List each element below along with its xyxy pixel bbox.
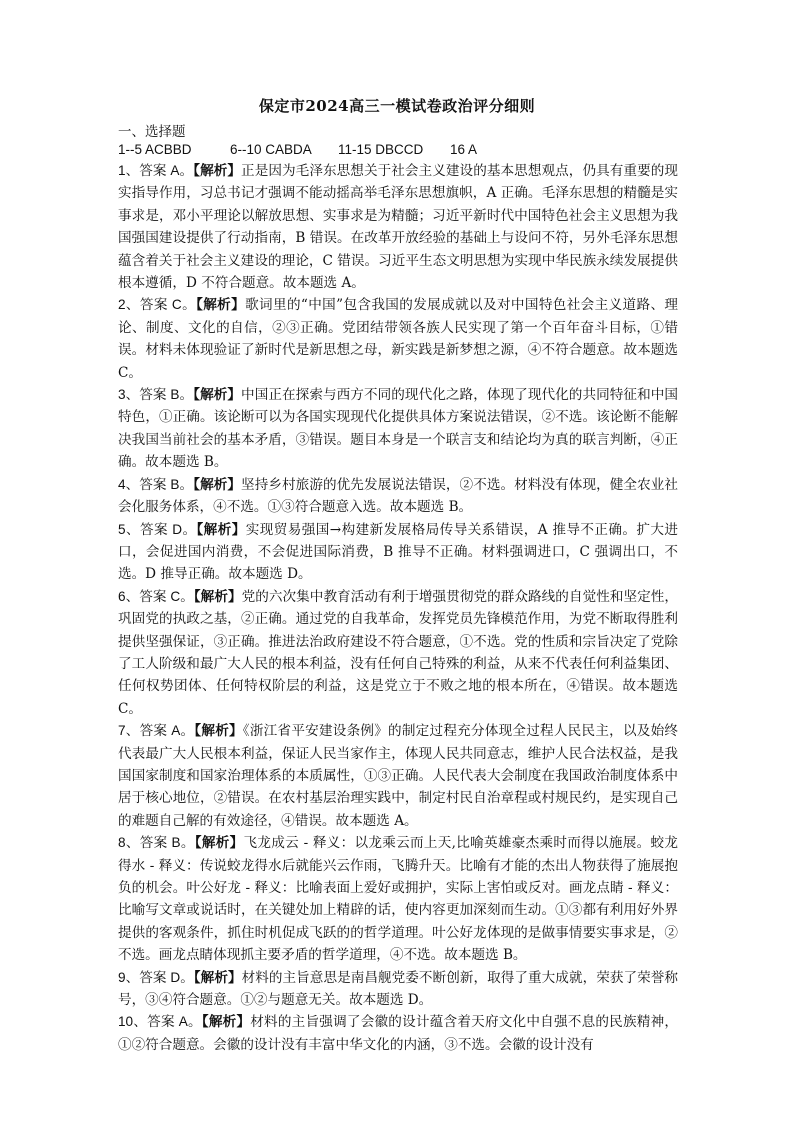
answer-prefix: 1、答案 A。 xyxy=(118,163,194,178)
answer-prefix: 5、答案 D。 xyxy=(118,521,197,537)
analysis-text: 歌词里的“中国”包含我国的发展成就以及对中国特色社会主义道路、理论、制度、文化的自信，②③正确。党团结带领各族人民实现了第一个百年奋斗目标，①错误。材料未体现验证了新时代是新思想之母，新实践是新梦想之源，④不符合题意。故本题选 C。 xyxy=(118,297,679,381)
analysis-label: 【解析】 xyxy=(196,297,246,314)
answer-key-11-15: 11-15 DBCCD xyxy=(338,142,424,157)
explanation-item xyxy=(118,967,678,1012)
explanations xyxy=(118,160,678,1056)
analysis-label: 【解析】 xyxy=(193,476,242,493)
answer-prefix: 10、答案 A。 xyxy=(118,1014,202,1030)
analysis-text: 党的六次集中教育活动有利于增强贯彻党的群众路线的自觉性和坚定性，巩固党的执政之基，②正确。通过党的自我革命，发挥党员先锋模范作用，为党不断取得胜利提供坚强保证，③正确。推进法治政府建设不符合题意，①不选。党的性质和宗旨决定了党除了工人阶级和最广大人民的根本利益，没有任何自己特殊的利益，从来不代表任何利益集团、任何权势团体、任何特权阶层的利益，这是党立于不败之地的根本所在，④错误。故本题选 C。 xyxy=(118,588,679,717)
answer-prefix: 4、答案 B。 xyxy=(118,476,194,492)
analysis-text: 材料的主旨意思是南昌舰党委不断创新，取得了重大成就，荣获了荣誉称号，③④符合题意。①②与题意无关。故本题选 D。 xyxy=(118,969,679,1009)
analysis-label: 【解析】 xyxy=(193,588,242,605)
analysis-text: 实现贸易强国→构建新发展格局传导关系错误，A 推导不正确。扩大进口，会促进国内消费，不会促进国际消费，B 推导不正确。材料强调进口，C 强调出口，不选。D 推导正确。故本题选 D。 xyxy=(118,521,679,583)
analysis-text: 中国正在探索与西方不同的现代化之路，体现了现代化的共同特征和中国特色，①正确。该论断可以为各国实现现代化提供具体方案说法错误，②不选。该论断不能解决我国当前社会的基本矛盾，③错误。题目本身是一个联言支和结论均为真的联言判断，④正确。故本题选 B。 xyxy=(118,387,678,471)
answer-key-1-5: 1--5 ACBBD xyxy=(118,142,192,157)
explanation-item xyxy=(118,519,678,586)
analysis-label: 【解析】 xyxy=(201,1014,251,1031)
analysis-label: 【解析】 xyxy=(196,521,246,538)
analysis-text: 材料的主旨强调了会徽的设计蕴含着天府文化中自强不息的民族精神，①②符合题意。会徽的设计没有丰富中华文化的内涵，③不选。会徽的设计没有 xyxy=(118,1014,678,1053)
analysis-label: 【解析】 xyxy=(193,163,242,179)
answer-key-row xyxy=(118,142,477,157)
analysis-text: 坚持乡村旅游的优先发展说法错误，②不选。材料没有体现，健全农业社会化服务体系，④不选。①③符合题意入选。故本题选 B。 xyxy=(118,476,678,516)
explanation-item xyxy=(118,384,678,474)
answer-prefix: 8、答案 B。 xyxy=(118,835,195,851)
explanation-item xyxy=(118,1011,678,1056)
answer-key-6-10: 6--10 CABDA xyxy=(230,142,312,157)
analysis-label: 【解析】 xyxy=(194,835,244,852)
explanation-item xyxy=(118,160,678,294)
answer-prefix: 6、答案 C。 xyxy=(118,588,194,604)
explanation-item xyxy=(118,294,678,384)
answer-key-16: 16 A xyxy=(450,142,478,157)
explanation-item xyxy=(118,474,678,519)
explanation-item xyxy=(118,586,678,720)
answer-prefix: 3、答案 B。 xyxy=(118,387,194,403)
section-heading: 一、选择题 xyxy=(118,124,186,140)
analysis-label: 【解析】 xyxy=(193,969,242,986)
explanation-item xyxy=(118,832,678,966)
explanation-item xyxy=(118,720,678,832)
answer-prefix: 2、答案 C。 xyxy=(118,297,197,313)
answer-prefix: 9、答案 D。 xyxy=(118,969,194,985)
analysis-text: 飞龙成云 - 释义：以龙乘云而上天,比喻英雄豪杰乘时而得以施展。蛟龙得水 - 释义：传说蛟龙得水后就能兴云作雨，飞腾升天。比喻有才能的杰出人物获得了施展抱负的机会。叶公好龙 - 释义：比喻表面上爱好或拥护，实际上害怕或反对。画龙点睛 - 释义：比喻写文章或说话时，在关键处加上精辟的话，使内容更加深刻而生动。①③都有利用好外界提供的客观条件，抓住时机促成飞跃的的哲学道理。叶公好龙体现的是做事情要实事求是，②不选。画龙点睛体现抓主要矛盾的哲学道理，④不选。故本题选 B。 xyxy=(118,835,678,964)
analysis-label: 【解析】 xyxy=(193,387,242,404)
analysis-label: 【解析】 xyxy=(194,723,243,740)
analysis-text: 《浙江省平安建设条例》的制定过程充分体现全过程人民民主，以及始终代表最广大人民根本利益，保证人民当家作主，体现人民共同意志，维护人民合法权益，是我国国家制度和国家治理体系的本质属性，①③正确。人民代表大会制度在我国政治制度体系中居于核心地位，②错误。在农村基层治理实践中，制定村民自治章程或村规民约，是实现自己的难题自己解的有效途径，④错误。故本题选 A。 xyxy=(118,723,679,829)
answer-prefix: 7、答案 A。 xyxy=(118,723,195,739)
analysis-text: 正是因为毛泽东思想关于社会主义建设的基本思想观点，仍具有重要的现实指导作用，习总书记才强调不能动摇高举毛泽东思想旗帜，A 正确。毛泽东思想的精髓是实事求是，邓小平理论以解放思想、实事求是为精髓；习近平新时代中国特色社会主义思想为我国强国建设提供了行动指南，B 错误。在改革开放经验的基础上与设问不符，另外毛泽东思想蕴含着关于社会主义建设的理论，C 错误。习近平生态文明思想为实现中华民族永续发展提供根本遵循，D 不符合题意。故本题选 A。 xyxy=(118,163,678,292)
page-title: 保定市2024高三一模试卷政治评分细则 xyxy=(258,97,536,115)
